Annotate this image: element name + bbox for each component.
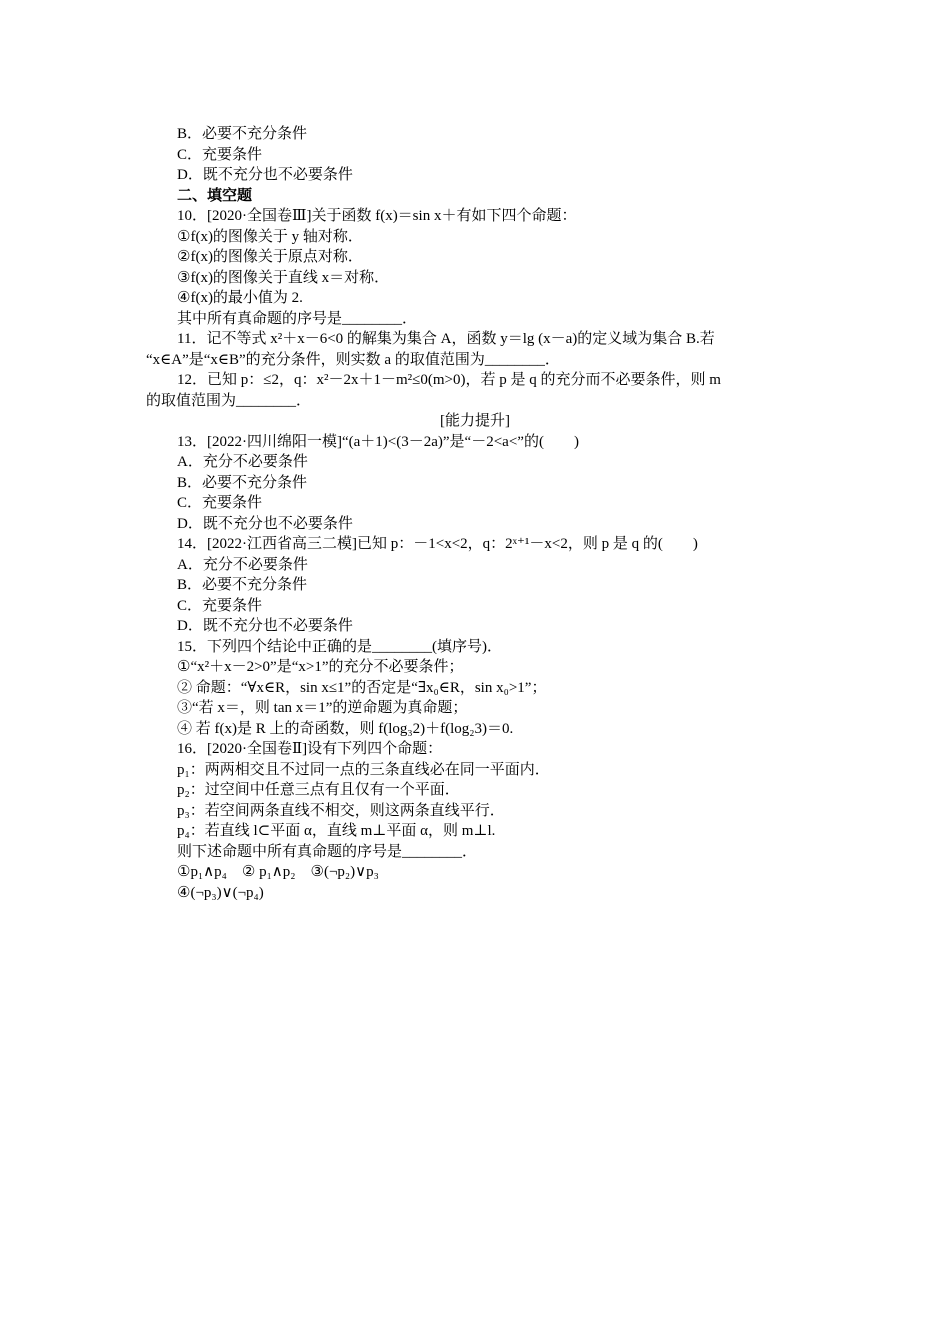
- section-heading-fill-in: 二、填空题: [177, 188, 253, 204]
- q15-item-1: ①“x²＋x－2>0”是“x>1”的充分不必要条件；: [177, 659, 464, 675]
- q15-item-4: ④ 若 f(x)是 R 上的奇函数，则 f(log₃2)＋f(log₂3)＝0.: [177, 721, 514, 737]
- q14-option-b: B．必要不充分条件: [177, 577, 308, 593]
- q16-proposition-p1: p₁：两两相交且不过同一点的三条直线必在同一平面内．: [177, 762, 550, 778]
- q16-proposition-p4: p₄：若直线 l⊂平面 α，直线 m⊥平面 α，则 m⊥l.: [177, 823, 496, 839]
- q9-option-d: D．既不充分也不必要条件: [177, 167, 353, 183]
- q9-option-c: C．充要条件: [177, 147, 263, 163]
- q13-option-d: D．既不充分也不必要条件: [177, 516, 353, 532]
- q11-stem-line-1: 11．记不等式 x²＋x－6<0 的解集为集合 A，函数 y＝lg (x－a)的定义域为集合 B.若: [177, 331, 715, 347]
- q10-proposition-3: ③f(x)的图像关于直线 x＝对称．: [177, 270, 390, 286]
- q10-stem: 10．[2020·全国卷Ⅲ]关于函数 f(x)＝sin x＋有如下四个命题：: [177, 208, 577, 224]
- q16-proposition-p2: p₂：过空间中任意三点有且仅有一个平面．: [177, 782, 460, 798]
- q16-choices-1-3: ①p₁∧p₄ ② p₁∧p₂ ③(¬p₂)∨p₃: [177, 864, 379, 880]
- q14-option-c: C．充要条件: [177, 598, 263, 614]
- q13-option-c: C．充要条件: [177, 495, 263, 511]
- q10-proposition-1: ①f(x)的图像关于 y 轴对称．: [177, 229, 363, 245]
- q14-option-a: A．充分不必要条件: [177, 557, 308, 573]
- q16-stem: 16．[2020·全国卷Ⅱ]设有下列四个命题：: [177, 741, 443, 757]
- q14-stem: 14．[2022·江西省高三二模]已知 p：－1<x<2，q：2ˣ⁺¹－x<2，则 p 是 q 的( ): [177, 536, 698, 552]
- q11-stem-line-2: “x∈A”是“x∈B”的充分条件，则实数 a 的取值范围为________．: [146, 352, 560, 368]
- q12-stem-line-2: 的取值范围为________．: [146, 393, 312, 409]
- q13-option-b: B．必要不充分条件: [177, 475, 308, 491]
- q13-stem: 13．[2022·四川绵阳一模]“(a＋1)<(3－2a)”是“－2<a<”的( ): [177, 434, 579, 450]
- section-heading-ability: [能力提升]: [440, 413, 510, 429]
- q13-option-a: A．充分不必要条件: [177, 454, 308, 470]
- q16-choice-4: ④(¬p₃)∨(¬p₄): [177, 885, 264, 901]
- q12-stem-line-1: 12．已知 p：≤2，q：x²－2x＋1－m²≤0(m>0)，若 p 是 q 的充分而不必要条件，则 m: [177, 372, 721, 388]
- q15-item-3: ③“若 x＝，则 tan x＝1”的逆命题为真命题；: [177, 700, 468, 716]
- q16-proposition-p3: p₃：若空间两条直线不相交，则这两条直线平行．: [177, 803, 505, 819]
- q9-option-b: B．必要不充分条件: [177, 126, 308, 142]
- q10-proposition-4: ④f(x)的最小值为 2.: [177, 290, 303, 306]
- q10-proposition-2: ②f(x)的图像关于原点对称．: [177, 249, 363, 265]
- q16-question: 则下述命题中所有真命题的序号是________．: [177, 844, 478, 860]
- q10-question: 其中所有真命题的序号是________．: [177, 311, 418, 327]
- q14-option-d: D．既不充分也不必要条件: [177, 618, 353, 634]
- q15-stem: 15．下列四个结论中正确的是________(填序号)．: [177, 639, 502, 655]
- q15-item-2: ② 命题：“∀x∈R，sin x≤1”的否定是“∃x₀∈R，sin x₀>1”；: [177, 680, 547, 696]
